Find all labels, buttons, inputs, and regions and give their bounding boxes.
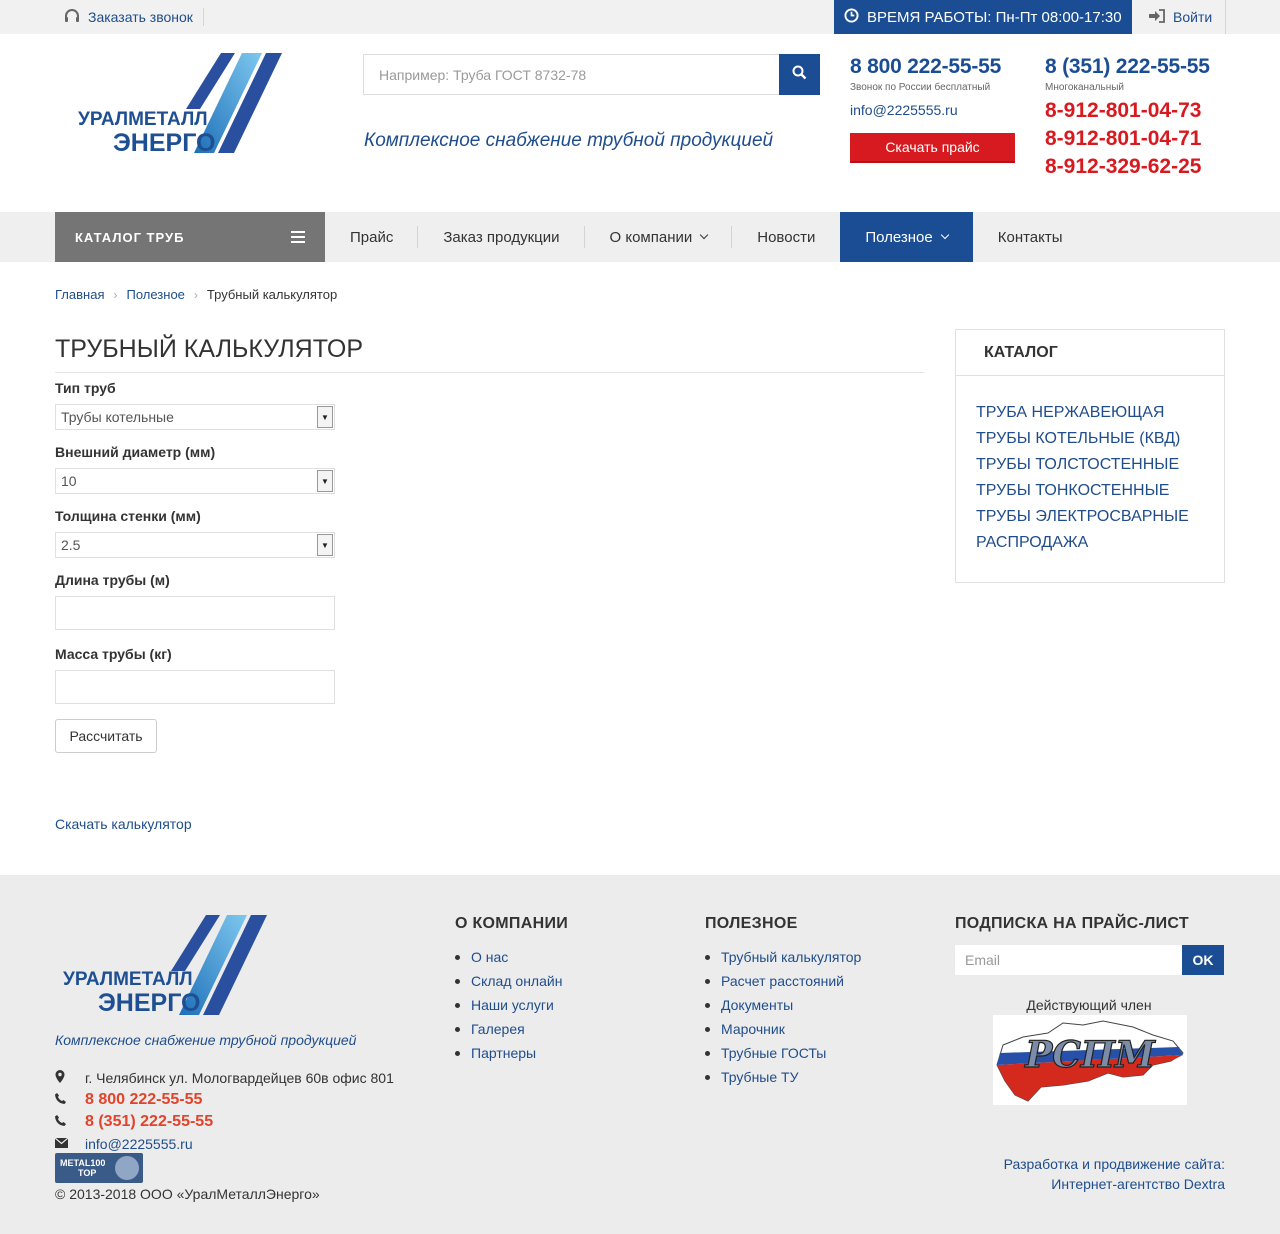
sidebar-item[interactable]: ТРУБЫ КОТЕЛЬНЫЕ (КВД) (976, 430, 1181, 447)
subscribe-ok-button[interactable]: OK (1182, 945, 1224, 975)
mobile-phone[interactable]: 8-912-329-62-25 (1045, 155, 1202, 178)
nav-item-about[interactable] (585, 212, 733, 262)
breadcrumb-separator-icon: › (113, 287, 118, 302)
footer-about-title: О КОМПАНИИ (455, 915, 569, 932)
footer (0, 875, 1280, 1234)
callback-link[interactable] (64, 8, 204, 26)
footer-about-item[interactable]: Склад онлайн (455, 969, 568, 993)
dropdown-arrow-icon: ▼ (317, 406, 333, 428)
footer-useful-item[interactable]: Трубный калькулятор (705, 945, 861, 969)
wall-thickness-value: 2.5 (61, 537, 81, 553)
sidebar-item[interactable]: РАСПРОДАЖА (976, 534, 1089, 551)
map-marker-icon (55, 1070, 85, 1086)
credits-line: Интернет-агентство Dextra (1051, 1176, 1225, 1192)
footer-about-item[interactable]: О нас (455, 945, 568, 969)
nav-item-contacts[interactable] (973, 212, 1088, 262)
footer-phone-multi[interactable]: 8 (351) 222-55-55 (85, 1113, 214, 1130)
callback-label: Заказать звонок (88, 9, 193, 25)
sign-in-icon (1148, 9, 1165, 26)
phone-icon (55, 1093, 85, 1107)
wall-thickness-select[interactable] (55, 532, 335, 558)
footer-about-item[interactable]: Галерея (455, 1017, 568, 1041)
phone-free-note: Звонок по России бесплатный (850, 82, 991, 93)
copyright: © 2013-2018 ООО «УралМеталлЭнерго» (55, 1186, 320, 1202)
nav-item-order[interactable] (418, 212, 584, 262)
footer-email-link[interactable]: info@2225555.ru (85, 1136, 193, 1152)
clock-icon (844, 8, 859, 27)
rspm-logo[interactable] (993, 1015, 1187, 1105)
catalog-sidebar (955, 329, 1225, 583)
nav-item-label: Заказ продукции (443, 228, 560, 246)
footer-useful-title: ПОЛЕЗНОЕ (705, 915, 798, 932)
page-title: ТРУБНЫЙ КАЛЬКУЛЯТОР (55, 335, 925, 373)
dropdown-arrow-icon: ▼ (317, 470, 333, 492)
footer-about-column (455, 915, 568, 1065)
nav-item-label: Полезное (865, 228, 933, 246)
length-input[interactable] (55, 596, 335, 630)
envelope-icon (55, 1137, 85, 1151)
phone-multichannel[interactable]: 8 (351) 222-55-55 (1045, 55, 1210, 78)
mass-input[interactable] (55, 670, 335, 704)
login-label: Войти (1173, 9, 1213, 25)
sidebar-item[interactable]: ТРУБЫ ЭЛЕКТРОСВАРНЫЕ (976, 508, 1189, 525)
catalog-menu-label: КАТАЛОГ ТРУБ (75, 229, 185, 245)
sidebar-item[interactable]: ТРУБЫ ТОЛСТОСТЕННЫЕ (976, 456, 1180, 473)
sidebar-item[interactable]: ТРУБЫ ТОНКОСТЕННЫЕ (976, 482, 1170, 499)
svg-text:ЭНЕРГО: ЭНЕРГО (98, 989, 201, 1017)
hamburger-icon (291, 231, 305, 243)
download-price-button[interactable]: Скачать прайс (850, 133, 1015, 163)
mobile-phone[interactable]: 8-912-801-04-73 (1045, 99, 1202, 122)
nav-item-price[interactable] (325, 212, 418, 262)
membership-label: Действующий член (1026, 997, 1152, 1013)
nav-item-useful[interactable] (840, 212, 972, 262)
diameter-select[interactable] (55, 468, 335, 494)
footer-useful-item[interactable]: Расчет расстояний (705, 969, 861, 993)
nav-item-label: Новости (757, 228, 816, 246)
sidebar-item[interactable]: ТРУБА НЕРЖАВЕЮЩАЯ (976, 404, 1165, 421)
nav-item-label: Контакты (997, 228, 1063, 246)
footer-useful-item[interactable]: Трубные ТУ (705, 1065, 861, 1089)
svg-text:УРАЛМЕТАЛЛ: УРАЛМЕТАЛЛ (78, 109, 208, 130)
footer-useful-item[interactable]: Документы (705, 993, 861, 1017)
diameter-value: 10 (61, 473, 77, 489)
work-hours (834, 0, 1132, 34)
breadcrumb-useful[interactable]: Полезное (126, 287, 185, 302)
wall-thickness-label: Толщина стенки (мм) (55, 508, 201, 524)
pipe-calculator-form (55, 380, 355, 753)
breadcrumb-separator-icon: › (193, 287, 198, 302)
nav-item-news[interactable] (732, 212, 840, 262)
contact-column-free (850, 55, 1020, 163)
nav-item-label: О компании (609, 228, 693, 246)
length-label: Длина трубы (м) (55, 572, 170, 588)
footer-logo[interactable] (63, 915, 273, 1017)
badge-line2: TOP (78, 1168, 97, 1178)
phone-icon (55, 1115, 85, 1129)
badge-line1: METAL100 (60, 1158, 106, 1168)
nav-item-label: Прайс (350, 228, 394, 246)
dropdown-arrow-icon: ▼ (317, 534, 333, 556)
search-input[interactable] (363, 54, 779, 95)
headset-icon (64, 9, 80, 26)
footer-useful-item[interactable]: Трубные ГОСТы (705, 1041, 861, 1065)
svg-text:РСПМ: РСПМ (1025, 1034, 1155, 1076)
footer-useful-item[interactable]: Марочник (705, 1017, 861, 1041)
site-logo[interactable] (78, 53, 288, 155)
pipe-type-value: Трубы котельные (61, 409, 174, 425)
footer-slogan: Комплексное снабжение трубной продукцией (55, 1032, 357, 1048)
sidebar-title: КАТАЛОГ (956, 330, 1224, 376)
search-button[interactable] (779, 54, 820, 95)
header-email-link[interactable]: info@2225555.ru (850, 102, 958, 118)
header-slogan: Комплексное снабжение трубной продукцией (364, 130, 774, 151)
download-calculator-link[interactable]: Скачать калькулятор (55, 816, 192, 832)
calculate-button[interactable]: Рассчитать (55, 719, 157, 753)
breadcrumb-home[interactable]: Главная (55, 287, 105, 302)
search-form (363, 54, 820, 95)
mobile-phone[interactable]: 8-912-801-04-71 (1045, 127, 1202, 150)
chevron-down-icon (940, 231, 948, 239)
contact-column-multi (1045, 55, 1225, 181)
chevron-down-icon (700, 231, 708, 239)
footer-phone-free[interactable]: 8 800 222-55-55 (85, 1091, 203, 1108)
pipe-type-label: Тип труб (55, 380, 116, 396)
developer-credits[interactable] (1004, 1154, 1225, 1194)
phone-multichannel-note: Многоканальный (1045, 82, 1124, 93)
svg-text:УРАЛМЕТАЛЛ: УРАЛМЕТАЛЛ (63, 969, 193, 990)
subscribe-email-input[interactable] (955, 945, 1182, 975)
work-hours-text: ВРЕМЯ РАБОТЫ: Пн-Пт 08:00-17:30 (867, 8, 1122, 26)
footer-about-item[interactable]: Партнеры (455, 1041, 568, 1065)
breadcrumb-current: Трубный калькулятор (206, 287, 338, 302)
footer-useful-column (705, 915, 861, 1089)
catalog-menu-button[interactable] (55, 212, 325, 262)
chart-icon (115, 1156, 139, 1180)
top-bar (0, 0, 1280, 34)
search-icon (792, 65, 807, 85)
diameter-label: Внешний диаметр (мм) (55, 444, 216, 460)
phone-free[interactable]: 8 800 222-55-55 (850, 55, 1002, 78)
svg-text:ЭНЕРГО: ЭНЕРГО (113, 129, 216, 155)
footer-contacts (55, 1067, 394, 1155)
main-nav (0, 212, 1280, 262)
footer-address: г. Челябинск ул. Мологвардейцев 60в офис 801 (85, 1070, 394, 1086)
credits-line: Разработка и продвижение сайта: (1003, 1156, 1225, 1172)
subscribe-form (955, 915, 1225, 975)
pipe-type-select[interactable] (55, 404, 335, 430)
mass-label: Масса трубы (кг) (55, 646, 172, 662)
breadcrumb (55, 287, 337, 302)
subscribe-title: ПОДПИСКА НА ПРАЙС-ЛИСТ (955, 915, 1189, 932)
metal100-top-badge[interactable] (55, 1153, 143, 1183)
login-link[interactable] (1140, 0, 1226, 34)
footer-about-item[interactable]: Наши услуги (455, 993, 568, 1017)
